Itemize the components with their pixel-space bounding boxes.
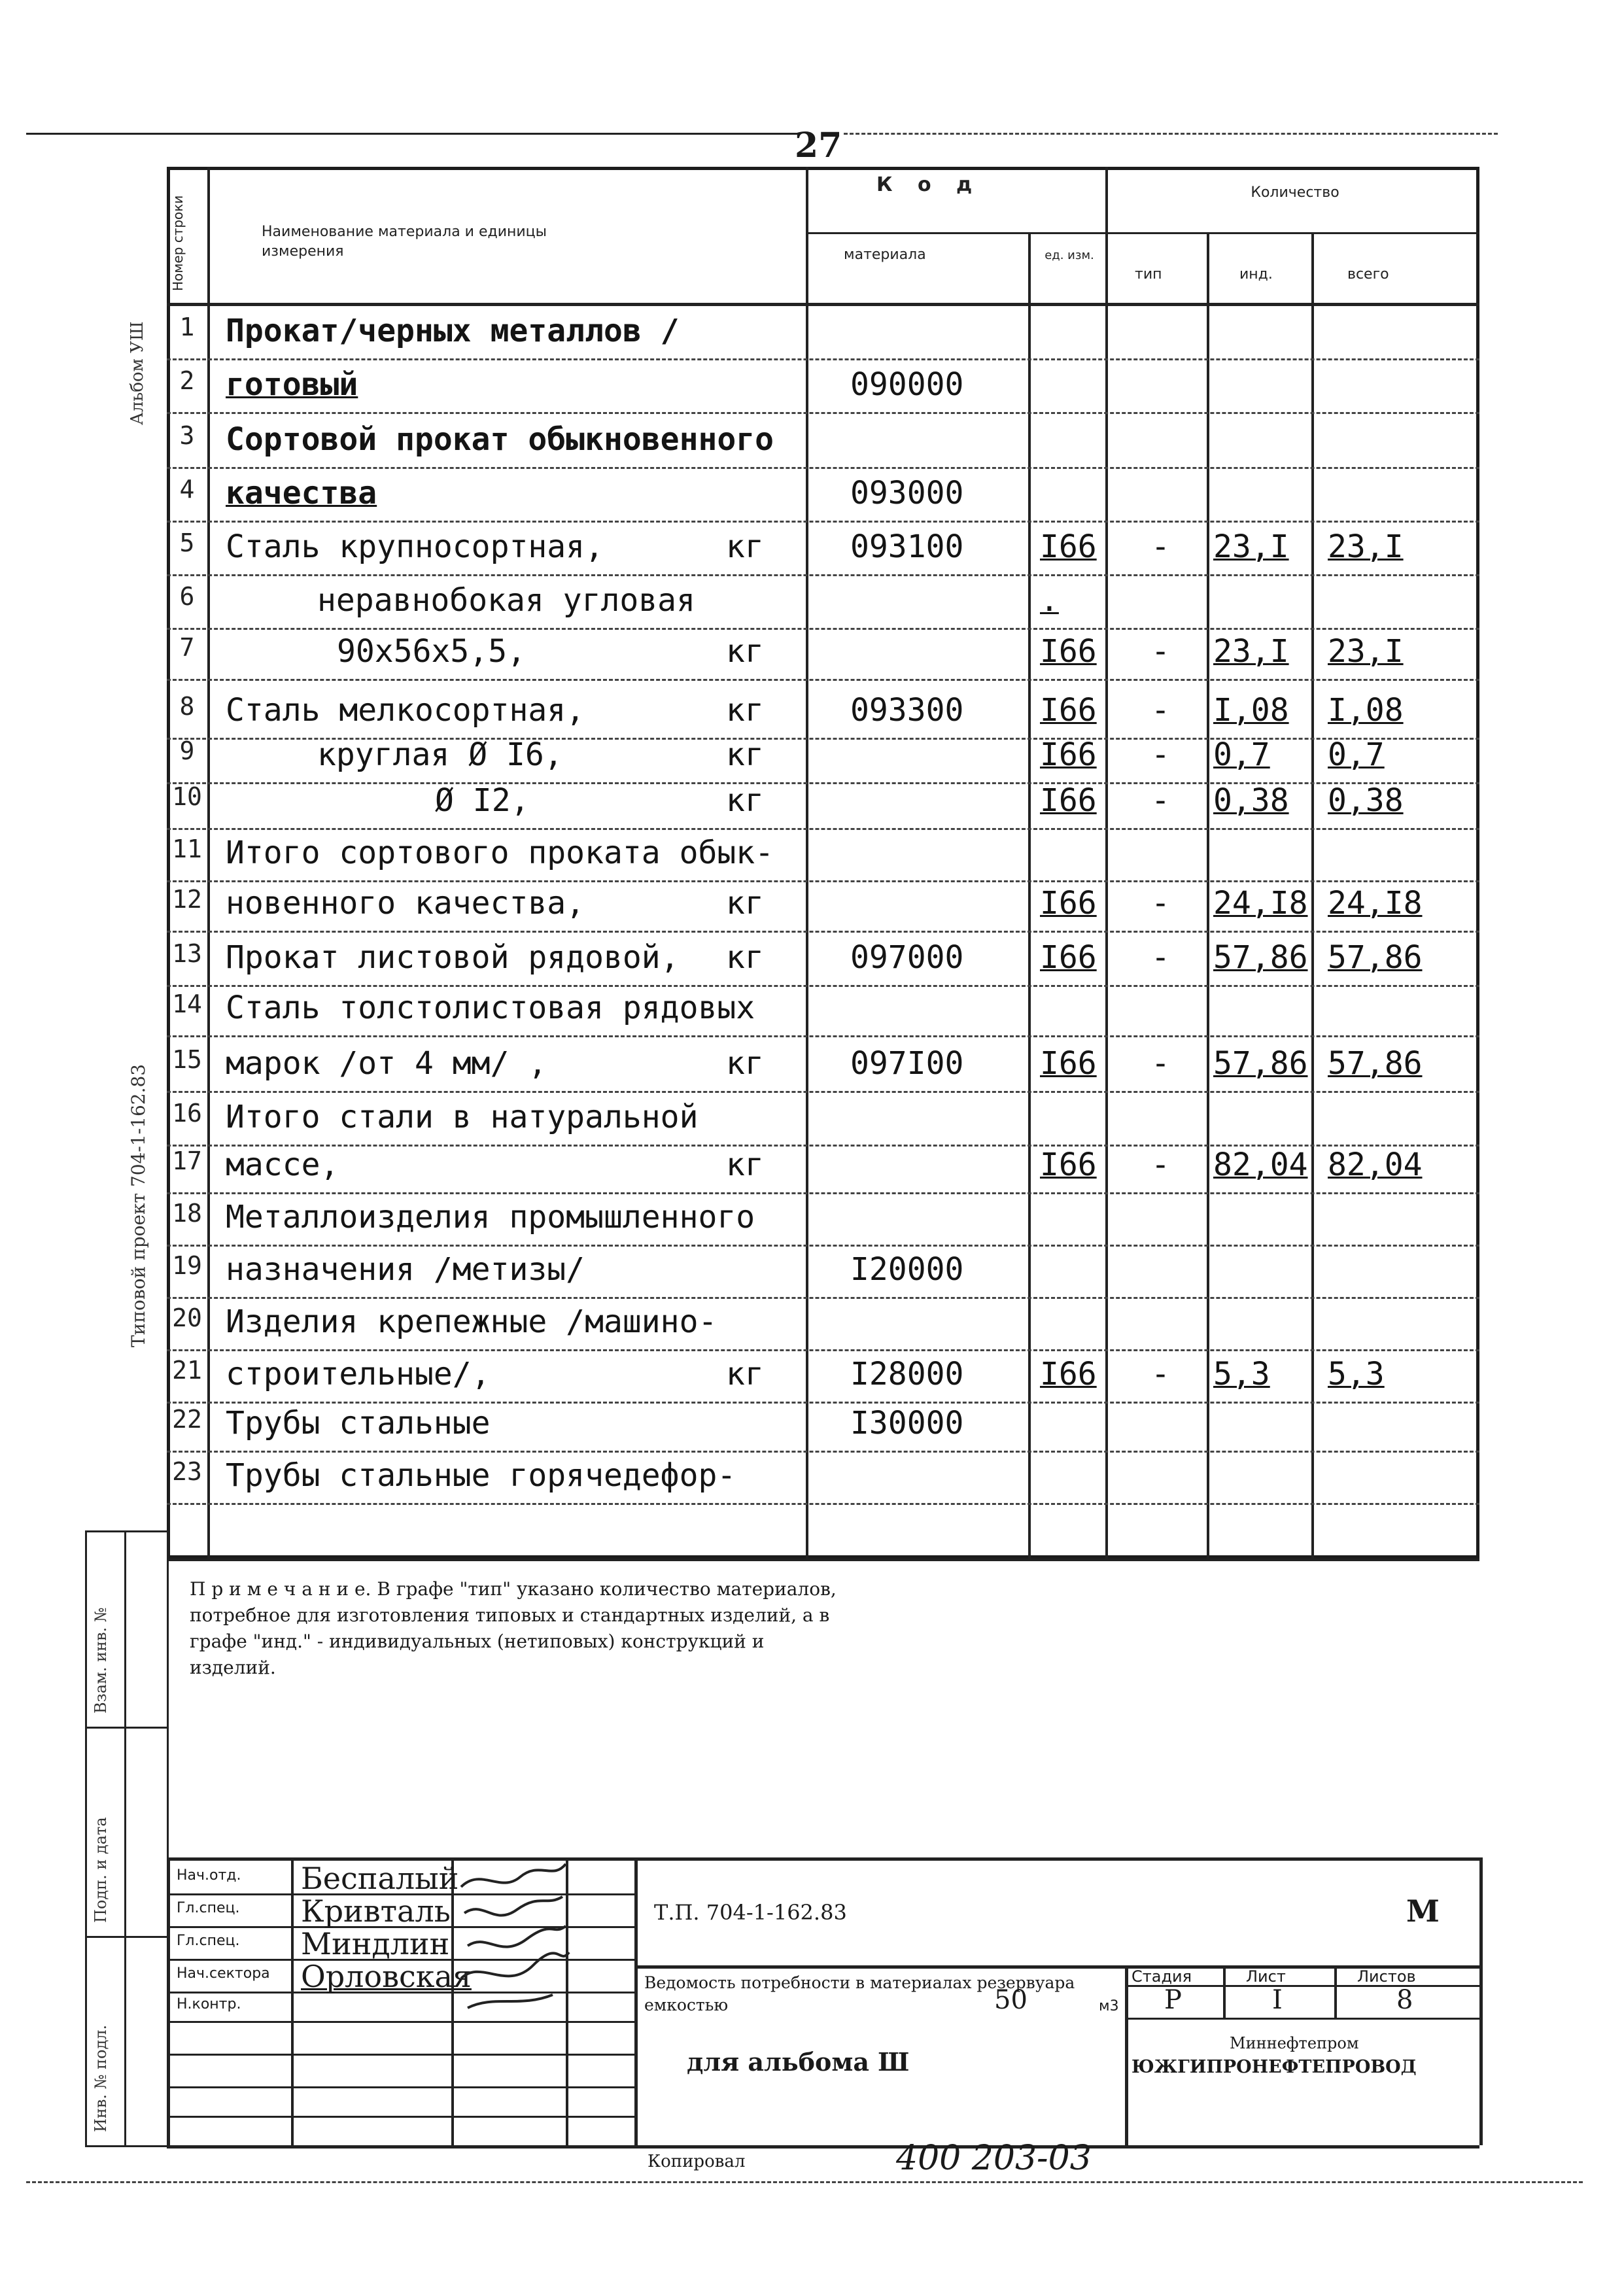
row-separator: [167, 628, 1479, 630]
row-separator: [167, 1297, 1479, 1299]
stamp-sheet: I: [1272, 1985, 1283, 2015]
row-type-qty: -: [1151, 692, 1170, 729]
row-name: Прокат/черных металлов /: [226, 313, 680, 349]
stamp-org-1: Миннефтепром: [1230, 2034, 1359, 2052]
stamp-sheets: 8: [1396, 1985, 1413, 2015]
header-qty-ind: инд.: [1239, 266, 1273, 283]
row-number: 5: [179, 528, 195, 557]
stamp-col: [1223, 1965, 1226, 2018]
row-number: 10: [172, 782, 202, 811]
header-bottom-rule: [167, 303, 1479, 306]
row-separator: [167, 574, 1479, 576]
row-unit-code: .: [1040, 582, 1059, 619]
stamp-capacity-unit: м3: [1099, 1998, 1119, 2014]
row-material-code: 093000: [850, 475, 964, 511]
footer-inv: 400 203-03: [896, 2139, 1092, 2178]
side-album: Альбом УШ: [128, 321, 147, 425]
row-material-code: 090000: [850, 366, 964, 403]
row-type-qty: -: [1151, 782, 1170, 819]
row-number: 17: [172, 1147, 202, 1175]
row-unit-code: I66: [1040, 528, 1097, 565]
row-unit-code: I66: [1040, 1045, 1097, 1082]
row-ind-qty: 23,I: [1213, 633, 1289, 670]
row-number: 1: [179, 313, 195, 341]
row-type-qty: -: [1151, 528, 1170, 565]
row-separator: [167, 679, 1479, 681]
stamp-description: Ведомость потребности в материалах резервуара емкостью: [644, 1973, 1075, 2014]
row-separator: [167, 985, 1479, 987]
row-unit: кг: [726, 885, 764, 922]
row-unit: кг: [726, 1356, 764, 1392]
row-unit: кг: [726, 1045, 764, 1082]
strip-replace: Взам. инв. №: [92, 1607, 110, 1714]
row-ind-qty: 0,38: [1213, 782, 1289, 819]
stamp-name-2: Кривталь: [301, 1893, 451, 1929]
stamp-role-5: Н.контр.: [177, 1996, 241, 2012]
stamp-stage-header: Стадия: [1132, 1967, 1192, 1986]
row-ind-qty: 5,3: [1213, 1356, 1270, 1392]
row-name: 90x56x5,5,: [337, 633, 526, 670]
row-ind-qty: 57,86: [1213, 939, 1308, 976]
row-ind-qty: 0,7: [1213, 736, 1270, 773]
row-separator: [167, 1245, 1479, 1247]
row-separator: [167, 828, 1479, 830]
row-unit: кг: [726, 782, 764, 819]
stamp-col: [1125, 1965, 1128, 2145]
row-total-qty: 57,86: [1328, 1045, 1423, 1082]
row-name: Трубы стальные: [226, 1405, 491, 1441]
row-unit: кг: [726, 528, 764, 565]
stamp-rule: [167, 2021, 634, 2023]
stamp-sheet-header: Лист: [1246, 1967, 1286, 1986]
stamp-album-line: для альбома Ш: [687, 2047, 910, 2077]
strip-line: [85, 1530, 87, 2145]
row-name: готовый: [226, 366, 358, 403]
row-material-code: 093100: [850, 528, 964, 565]
side-project: Типовой проект 704-1-162.83: [128, 1063, 149, 1347]
stamp-col: [1334, 1965, 1337, 2018]
row-name: Итого сортового проката обык-: [226, 835, 774, 871]
stamp-role-3: Гл.спец.: [177, 1933, 240, 1949]
strip-rule: [85, 2145, 167, 2147]
row-unit-code: I66: [1040, 633, 1097, 670]
header-qty-total: всего: [1347, 266, 1389, 283]
row-total-qty: 5,3: [1328, 1356, 1385, 1392]
stamp-left: [167, 1857, 170, 2145]
row-number: 6: [179, 582, 195, 611]
row-separator: [167, 1091, 1479, 1093]
strip-inv: Инв. № подл.: [92, 2024, 110, 2132]
col-divider: [1028, 232, 1031, 1559]
row-ind-qty: 24,I8: [1213, 885, 1308, 922]
row-unit-code: I66: [1040, 1356, 1097, 1392]
row-name: Прокат листовой рядовой,: [226, 939, 680, 976]
row-ind-qty: I,08: [1213, 692, 1289, 729]
page-number: 27: [795, 126, 842, 165]
row-unit: кг: [726, 692, 764, 729]
stamp-col: [634, 1857, 638, 2145]
row-ind-qty: 82,04: [1213, 1147, 1308, 1183]
row-name: строительные/,: [226, 1356, 491, 1392]
row-total-qty: 0,38: [1328, 782, 1404, 819]
row-separator: [167, 467, 1479, 469]
stamp-role-1: Нач.отд.: [177, 1867, 241, 1884]
row-number: 11: [172, 835, 202, 863]
row-material-code: I30000: [850, 1405, 964, 1441]
row-number: 20: [172, 1303, 202, 1332]
row-name: Ø I2,: [435, 782, 530, 819]
row-ind-qty: 23,I: [1213, 528, 1289, 565]
strip-sign: Подп. и дата: [92, 1817, 110, 1923]
stamp-rule: [167, 2116, 634, 2118]
row-name: марок /от 4 мм/ ,: [226, 1045, 547, 1082]
header-rule: [806, 232, 1479, 234]
row-separator: [167, 1192, 1479, 1194]
strip-rule: [85, 1530, 167, 1532]
stamp-name-1: Беспалый: [301, 1861, 459, 1896]
row-material-code: 093300: [850, 692, 964, 729]
stamp-rule: [167, 2054, 634, 2056]
row-separator: [167, 931, 1479, 933]
row-name: круглая Ø I6,: [317, 736, 563, 773]
header-code: К о д: [876, 173, 982, 196]
row-unit-code: I66: [1040, 782, 1097, 819]
row-number: 22: [172, 1405, 202, 1434]
row-total-qty: 24,I8: [1328, 885, 1423, 922]
row-separator: [167, 1451, 1479, 1453]
stamp-role-2: Гл.спец.: [177, 1900, 240, 1916]
stamp-name-4: Орловская: [301, 1959, 472, 1994]
row-name: Сталь мелкосортная,: [226, 692, 585, 729]
bottom-rule: [26, 2181, 1583, 2183]
header-qty-type: тип: [1135, 266, 1162, 283]
stamp-col: [291, 1857, 294, 2145]
stamp-role-4: Нач.сектора: [177, 1965, 270, 1982]
row-unit: кг: [726, 736, 764, 773]
row-number: 2: [179, 366, 195, 395]
row-type-qty: -: [1151, 1045, 1170, 1082]
row-total-qty: 23,I: [1328, 633, 1404, 670]
strip-rule: [85, 1936, 167, 1938]
header-qty: Количество: [1251, 184, 1339, 201]
row-type-qty: -: [1151, 885, 1170, 922]
row-unit: кг: [726, 633, 764, 670]
signature-scribbles: [455, 1861, 572, 2011]
footer-copied: Копировал: [648, 2152, 746, 2171]
row-type-qty: -: [1151, 1147, 1170, 1183]
row-ind-qty: 57,86: [1213, 1045, 1308, 1082]
stamp-bottom-rule: [167, 2145, 1479, 2148]
row-number: 7: [179, 633, 195, 662]
row-name: массе,: [226, 1147, 339, 1183]
row-number: 3: [179, 421, 195, 450]
top-rule-dashed: [844, 133, 1498, 135]
stamp-name-3: Миндлин: [301, 1926, 450, 1961]
row-separator: [167, 358, 1479, 360]
row-name: Изделия крепежные /машино-: [226, 1303, 717, 1340]
row-number: 23: [172, 1457, 202, 1486]
row-name: неравнобокая угловая: [317, 582, 695, 619]
row-number: 19: [172, 1251, 202, 1280]
note-text: П р и м е ч а н и е. В графе "тип" указано количество материалов, потребное для изготовления типовых и стандартных изделий, а в графе "инд." - индивидуальных (нетиповых) конструкций и изделий.: [190, 1578, 837, 1678]
row-separator: [167, 1503, 1479, 1505]
stamp-designation: Т.П. 704-1-162.83: [654, 1900, 847, 1925]
stamp-rule: [167, 2086, 634, 2088]
stamp-right: [1479, 1857, 1483, 2145]
stamp-sheet-mark: М: [1406, 1893, 1440, 1929]
strip-line: [124, 1530, 126, 2145]
row-number: 12: [172, 885, 202, 914]
row-material-code: I28000: [850, 1356, 964, 1392]
row-unit-code: I66: [1040, 736, 1097, 773]
row-total-qty: I,08: [1328, 692, 1404, 729]
row-type-qty: -: [1151, 939, 1170, 976]
row-name: Сталь крупносортная,: [226, 528, 604, 565]
top-rule: [26, 133, 798, 135]
row-unit: кг: [726, 1147, 764, 1183]
stamp-rule: [1125, 2018, 1479, 2020]
col-divider: [1311, 232, 1314, 1559]
row-number: 4: [179, 475, 195, 504]
row-total-qty: 23,I: [1328, 528, 1404, 565]
row-name: назначения /метизы/: [226, 1251, 585, 1288]
row-unit: кг: [726, 939, 764, 976]
row-number: 14: [172, 990, 202, 1018]
row-type-qty: -: [1151, 1356, 1170, 1392]
row-material-code: 097000: [850, 939, 964, 976]
stamp-rule: [634, 1965, 1479, 1969]
row-number: 16: [172, 1099, 202, 1128]
row-separator: [167, 412, 1479, 414]
note-top-rule: [167, 1559, 1479, 1561]
row-name: Итого стали в натуральной: [226, 1099, 699, 1135]
stamp-org-2: ЮЖГИПРОНЕФТЕПРОВОД: [1132, 2057, 1417, 2077]
row-name: Сталь толстолистовая рядовых: [226, 990, 755, 1026]
row-name: Трубы стальные горячедефор-: [226, 1457, 736, 1494]
header-code-material: материала: [844, 247, 926, 263]
row-type-qty: -: [1151, 633, 1170, 670]
row-separator: [167, 521, 1479, 523]
row-name: новенного качества,: [226, 885, 585, 922]
row-name: Металлоизделия промышленного: [226, 1199, 755, 1235]
header-code-unit: ед. изм.: [1045, 249, 1094, 262]
row-total-qty: 82,04: [1328, 1147, 1423, 1183]
row-separator: [167, 880, 1479, 882]
row-material-code: 097I00: [850, 1045, 964, 1082]
row-name: качества: [226, 475, 377, 511]
stamp-col: [451, 1857, 454, 2145]
strip-rule: [85, 1727, 167, 1729]
row-total-qty: 0,7: [1328, 736, 1385, 773]
col-divider: [1207, 232, 1209, 1559]
row-unit-code: I66: [1040, 1147, 1097, 1183]
row-separator: [167, 1349, 1479, 1351]
row-number: 18: [172, 1199, 202, 1228]
row-number: 13: [172, 939, 202, 968]
row-number: 9: [179, 736, 195, 765]
row-unit-code: I66: [1040, 692, 1097, 729]
stamp-sheets-header: Листов: [1357, 1967, 1416, 1986]
row-unit-code: I66: [1040, 939, 1097, 976]
header-row-no: Номер строки: [170, 195, 186, 291]
row-number: 21: [172, 1356, 202, 1385]
row-unit-code: I66: [1040, 885, 1097, 922]
header-name: Наименование материала и единицы измерения: [262, 224, 547, 260]
row-separator: [167, 1402, 1479, 1404]
stamp-stage: Р: [1164, 1985, 1182, 2015]
row-number: 8: [179, 692, 195, 721]
stamp-capacity: 50: [994, 1985, 1028, 2015]
row-material-code: I20000: [850, 1251, 964, 1288]
row-type-qty: -: [1151, 736, 1170, 773]
row-separator: [167, 1035, 1479, 1037]
row-name: Сортовой прокат обыкновенного: [226, 421, 774, 458]
row-number: 15: [172, 1045, 202, 1074]
row-total-qty: 57,86: [1328, 939, 1423, 976]
